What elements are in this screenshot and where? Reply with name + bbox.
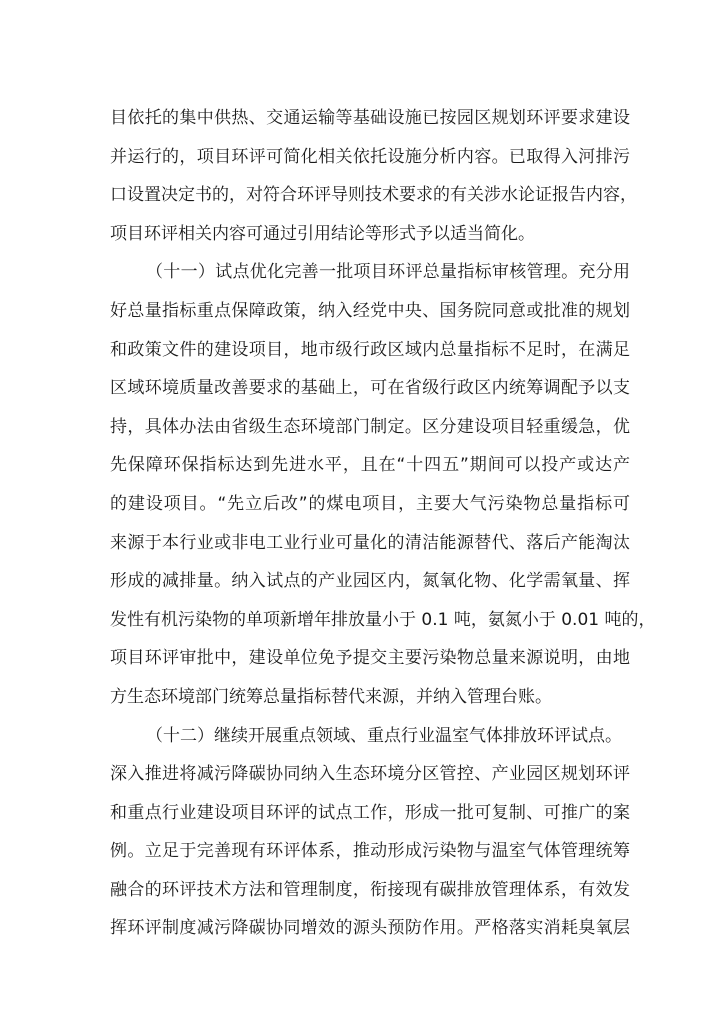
text-line: 的建设项目。“先立后改”的煤电项目，主要大气污染物总量指标可 — [110, 493, 630, 514]
text-line: 方生态环境部门统筹总量指标替代来源，并纳入管理台账。 — [110, 686, 552, 707]
text-line: 挥环评制度减污降碳协同增效的源头预防作用。严格落实消耗臭氧层 — [110, 918, 630, 939]
text-line: 例。立足于完善现有环评体系，推动形成污染物与温室气体管理统筹 — [110, 841, 630, 862]
text-line: 并运行的，项目环评可简化相关依托设施分析内容。已取得入河排污 — [110, 146, 630, 167]
text-line: 来源于本行业或非电工业行业可量化的清洁能源替代、落后产能淘汰 — [110, 532, 630, 553]
text-line: 发性有机污染物的单项新增年排放量小于 0.1 吨，氨氮小于 0.01 吨的， — [110, 609, 656, 630]
text-line: 深入推进将减污降碳协同纳入生态环境分区管控、产业园区规划环评 — [110, 764, 630, 785]
text-line: 和重点行业建设项目环评的试点工作，形成一批可复制、可推广的案 — [110, 802, 630, 823]
text-line: 先保障环保指标达到先进水平，且在“十四五”期间可以投产或达产 — [110, 455, 630, 476]
text-line: 融合的环评技术方法和管理制度，衔接现有碳排放管理体系，有效发 — [110, 879, 630, 900]
text-line: 项目环评审批中，建设单位免予提交主要污染物总量来源说明，由地 — [110, 648, 630, 669]
text-line: 持，具体办法由省级生态环境部门制定。区分建设项目轻重缓急，优 — [110, 416, 630, 437]
section-heading-line: （十一）试点优化完善一批项目环评总量指标审核管理。充分用 — [146, 262, 630, 283]
text-line: 项目环评相关内容可通过引用结论等形式予以适当简化。 — [110, 223, 535, 244]
text-line: 好总量指标重点保障政策，纳入经党中央、国务院同意或批准的规划 — [110, 300, 630, 321]
body-text — [110, 99, 656, 948]
text-line: 形成的减排量。纳入试点的产业园区内，氮氧化物、化学需氧量、挥 — [110, 571, 630, 592]
text-line: 口设置决定书的，对符合环评导则技术要求的有关涉水论证报告内容， — [110, 185, 637, 206]
text-line: 区域环境质量改善要求的基础上，可在省级行政区内统筹调配予以支 — [110, 378, 630, 399]
text-line: 目依托的集中供热、交通运输等基础设施已按园区规划环评要求建设 — [110, 108, 630, 128]
section-heading-line: （十二）继续开展重点领域、重点行业温室气体排放环评试点。 — [146, 725, 622, 746]
text-line: 和政策文件的建设项目，地市级行政区域内总量指标不足时，在满足 — [110, 339, 630, 360]
